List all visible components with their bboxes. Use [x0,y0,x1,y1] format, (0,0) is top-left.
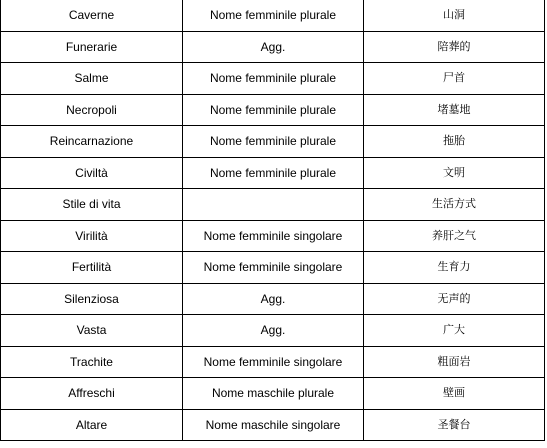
word-type-cell: Agg. [183,31,364,63]
translation-cell: 山洞 [363,0,544,31]
table-row [1,189,545,221]
word-type-cell [183,189,364,221]
italian-word-cell: Vasta [1,315,183,347]
italian-word-cell: Caverne [1,0,183,31]
word-type-cell: Nome femminile plurale [183,0,364,31]
translation-cell: 生活方式 [363,189,544,221]
word-type-cell: Nome femminile plurale [183,94,364,126]
table-row [1,0,545,31]
italian-word-cell: Virilità [1,220,183,252]
word-type-cell: Nome maschile singolare [183,409,364,441]
table-row [1,220,545,252]
translation-cell: 养肝之气 [363,220,544,252]
translation-cell: 堵墓地 [363,94,544,126]
italian-word-cell: Affreschi [1,378,183,410]
italian-word-cell: Fertilità [1,252,183,284]
word-type-cell: Nome femminile plurale [183,126,364,158]
translation-cell: 文明 [363,157,544,189]
word-type-cell: Nome femminile plurale [183,157,364,189]
italian-word-cell: Civiltà [1,157,183,189]
translation-cell: 圣餐台 [363,409,544,441]
table-row [1,346,545,378]
word-type-cell: Nome maschile plurale [183,378,364,410]
table-row [1,157,545,189]
table-row [1,252,545,284]
italian-word-cell: Reincarnazione [1,126,183,158]
translation-cell: 尸首 [363,63,544,95]
word-type-cell: Agg. [183,283,364,315]
translation-cell: 拖胎 [363,126,544,158]
italian-word-cell: Trachite [1,346,183,378]
italian-word-cell: Silenziosa [1,283,183,315]
italian-word-cell: Altare [1,409,183,441]
table-row [1,378,545,410]
word-type-cell: Nome femminile plurale [183,63,364,95]
italian-word-cell: Salme [1,63,183,95]
word-type-cell: Agg. [183,315,364,347]
translation-cell: 粗面岩 [363,346,544,378]
translation-cell: 壁画 [363,378,544,410]
italian-word-cell: Stile di vita [1,189,183,221]
table-row [1,409,545,441]
italian-word-cell: Funerarie [1,31,183,63]
word-type-cell: Nome femminile singolare [183,346,364,378]
translation-cell: 生育力 [363,252,544,284]
table-row [1,315,545,347]
table-row [1,94,545,126]
vocabulary-table-body [1,0,545,441]
word-type-cell: Nome femminile singolare [183,220,364,252]
translation-cell: 陪葬的 [363,31,544,63]
table-row [1,126,545,158]
table-row [1,63,545,95]
table-row [1,283,545,315]
word-type-cell: Nome femminile singolare [183,252,364,284]
italian-word-cell: Necropoli [1,94,183,126]
table-row [1,31,545,63]
translation-cell: 广大 [363,315,544,347]
translation-cell: 无声的 [363,283,544,315]
